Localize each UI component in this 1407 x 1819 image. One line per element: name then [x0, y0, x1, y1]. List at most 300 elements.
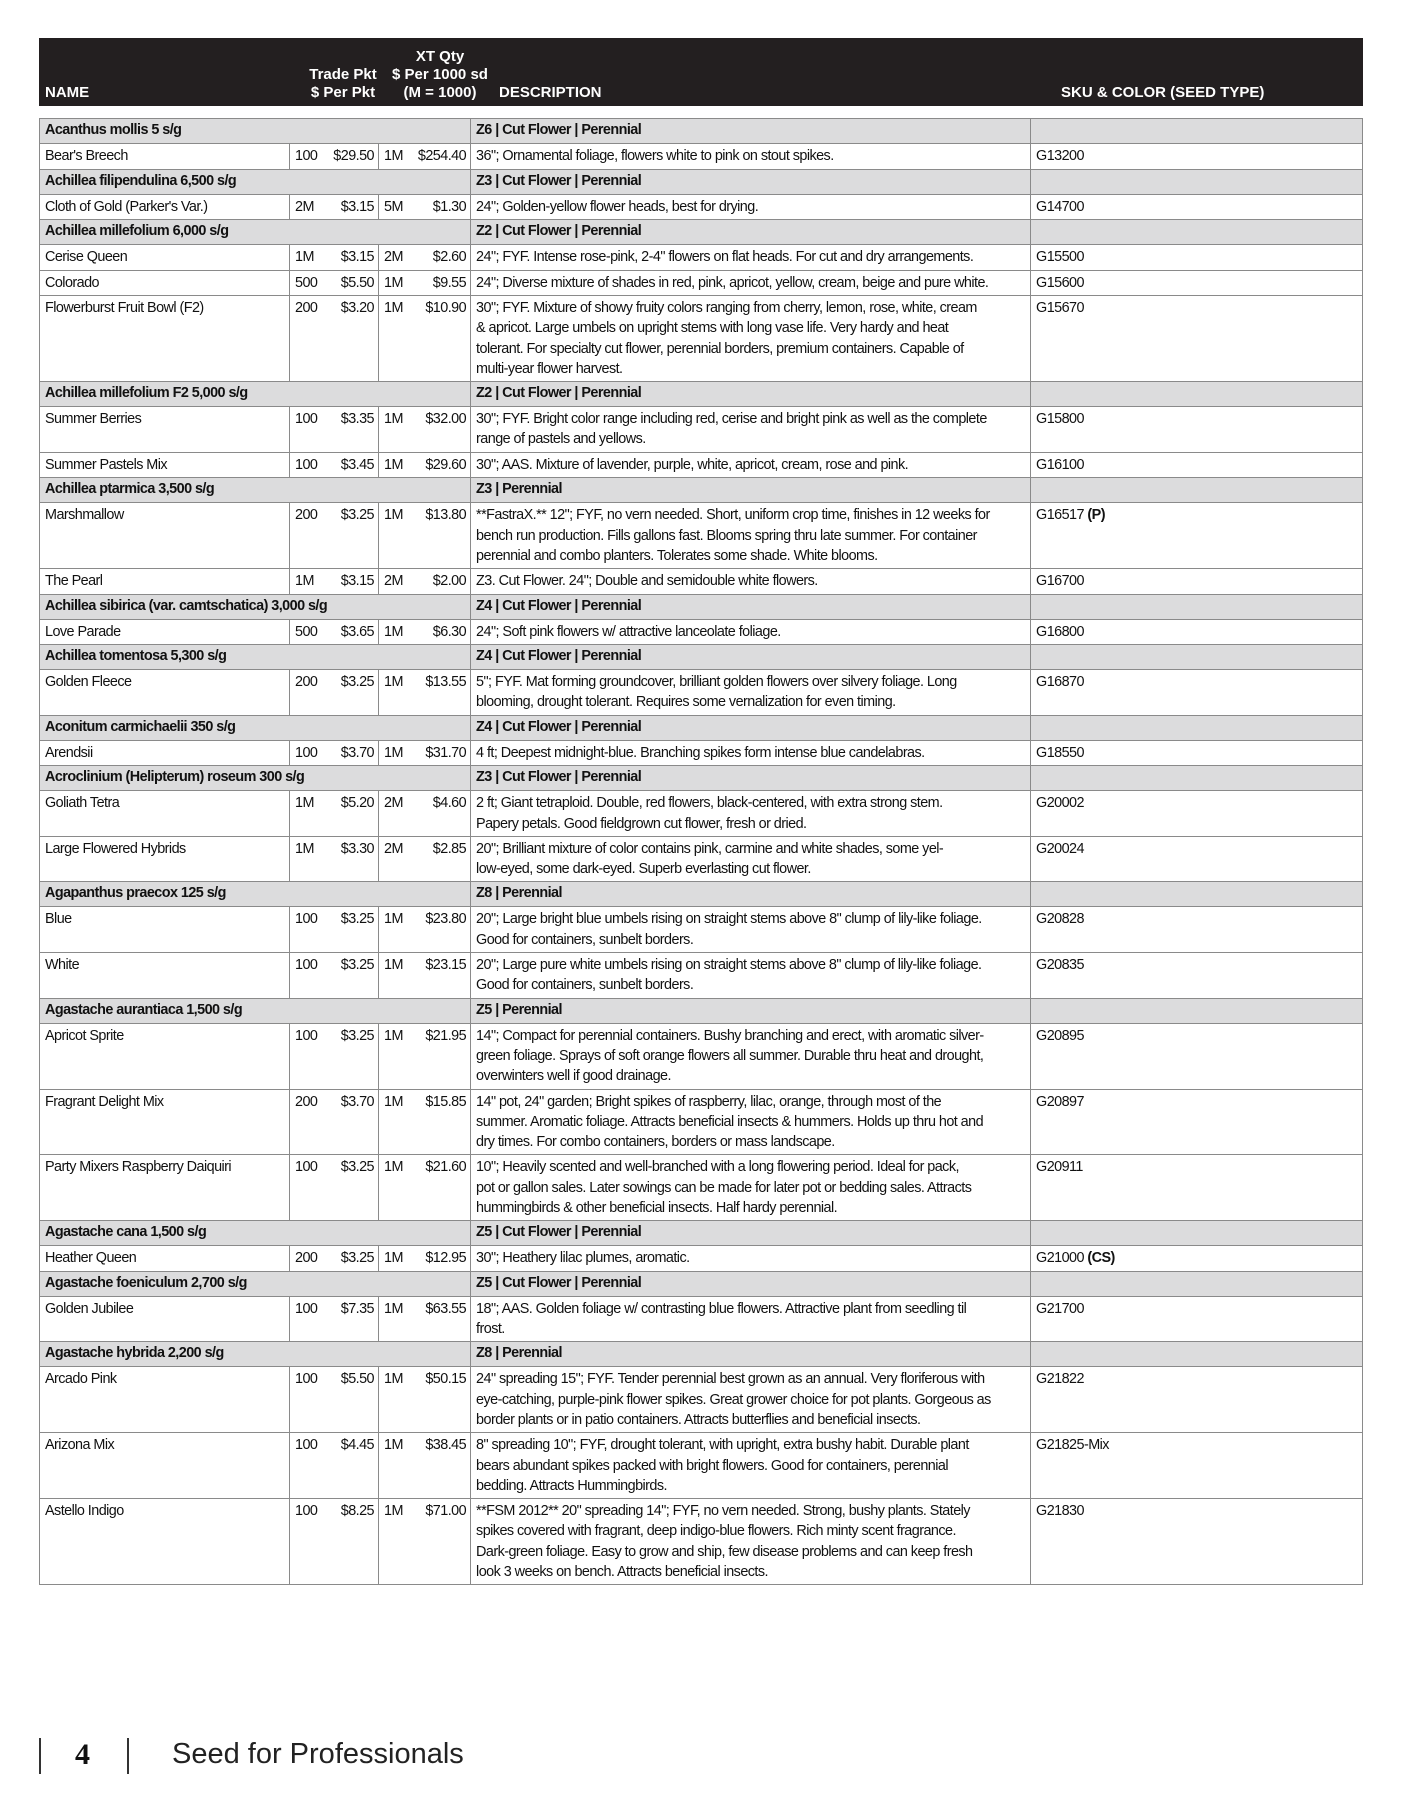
- trade-pkt-price: $3.25: [320, 907, 379, 953]
- species-header-row: [40, 594, 1363, 619]
- variety-name: Golden Jubilee: [40, 1296, 290, 1342]
- xt-price: $32.00: [412, 407, 471, 453]
- variety-row: [40, 194, 1363, 220]
- trade-pkt-qty: 200: [290, 1089, 320, 1155]
- zone-info: Z3 | Cut Flower | Perennial: [471, 169, 1031, 194]
- variety-name: Large Flowered Hybrids: [40, 836, 290, 882]
- xt-qty: 5M: [379, 194, 412, 220]
- description-line: range of pastels and yellows.: [476, 431, 646, 448]
- sku-cell: [1031, 194, 1363, 220]
- trade-pkt-price: $3.15: [320, 245, 379, 271]
- variety-description: [471, 907, 1031, 953]
- sku-code: G15670: [1036, 300, 1084, 316]
- xt-qty: 1M: [379, 740, 412, 766]
- xt-price: $13.55: [412, 670, 471, 716]
- zone-info: Z4 | Cut Flower | Perennial: [471, 645, 1031, 670]
- sku-code: G20828: [1036, 911, 1084, 928]
- species-sku-cell: [1031, 594, 1363, 619]
- trade-pkt-qty: 100: [290, 1155, 320, 1221]
- species-header-row: [40, 1271, 1363, 1296]
- description-line: pot or gallon sales. Later sowings can be made for later pot or bedding sales. Attracts: [476, 1179, 972, 1196]
- variety-name: Love Parade: [40, 619, 290, 645]
- variety-name: Summer Pastels Mix: [40, 452, 290, 478]
- description-line: 24"; Diverse mixture of shades in red, pink, apricot, yellow, cream, beige and pure white.: [476, 274, 989, 291]
- trade-pkt-qty: 100: [290, 953, 320, 999]
- variety-name: Astello Indigo: [40, 1499, 290, 1585]
- species-name: Achillea millefolium F2 5,000 s/g: [40, 382, 471, 407]
- species-header-row: [40, 998, 1363, 1023]
- trade-pkt-price: $3.20: [320, 296, 379, 382]
- variety-name: Arcado Pink: [40, 1367, 290, 1433]
- variety-row: [40, 1433, 1363, 1499]
- description-line: 24"; Soft pink flowers w/ attractive lanceolate foliage.: [476, 623, 781, 640]
- variety-row: [40, 1089, 1363, 1155]
- trade-pkt-qty: 500: [290, 270, 320, 296]
- variety-name: Heather Queen: [40, 1246, 290, 1272]
- trade-pkt-qty: 100: [290, 407, 320, 453]
- sku-code: G16800: [1036, 623, 1084, 640]
- xt-qty: 1M: [379, 1023, 412, 1089]
- description-line: 20"; Brilliant mixture of color contains pink, carmine and white shades, some yel-: [476, 840, 944, 857]
- variety-row: [40, 144, 1363, 170]
- trade-pkt-qty: 200: [290, 1246, 320, 1272]
- trade-pkt-price: $4.45: [320, 1433, 379, 1499]
- sku-code: G16700: [1036, 573, 1084, 590]
- sku-cell: [1031, 245, 1363, 271]
- species-header-row: [40, 478, 1363, 503]
- description-line: 20"; Large bright blue umbels rising on straight stems above 8" clump of lily-like foliage.: [476, 911, 982, 928]
- variety-row: [40, 1023, 1363, 1089]
- species-sku-cell: [1031, 220, 1363, 245]
- description-line: blooming, drought tolerant. Requires some vernalization for even timing.: [476, 694, 896, 711]
- sku-code: G16517: [1036, 507, 1084, 524]
- variety-name: Summer Berries: [40, 407, 290, 453]
- species-name: Acanthus mollis 5 s/g: [40, 119, 471, 144]
- variety-description: [471, 1296, 1031, 1342]
- zone-info: Z8 | Perennial: [471, 882, 1031, 907]
- sku-cell: [1031, 144, 1363, 170]
- species-name: Achillea ptarmica 3,500 s/g: [40, 478, 471, 503]
- species-sku-cell: [1031, 715, 1363, 740]
- description-line: frost.: [476, 1321, 505, 1338]
- trade-pkt-price: $3.25: [320, 670, 379, 716]
- description-line: 24"; Golden-yellow flower heads, best for drying.: [476, 198, 759, 215]
- description-line: 30"; AAS. Mixture of lavender, purple, white, apricot, cream, rose and pink.: [476, 456, 909, 473]
- description-line: summer. Aromatic foliage. Attracts beneficial insects & hummers. Holds up thru hot and: [476, 1113, 984, 1130]
- description-line: Dark-green foliage. Easy to grow and ship, few disease problems and can keep fresh: [476, 1543, 973, 1560]
- sku-cell: [1031, 836, 1363, 882]
- variety-row: [40, 836, 1363, 882]
- xt-price: $63.55: [412, 1296, 471, 1342]
- species-name: Agastache hybrida 2,200 s/g: [40, 1342, 471, 1367]
- trade-pkt-price: $7.35: [320, 1296, 379, 1342]
- description-line: overwinters well if good drainage.: [476, 1068, 671, 1085]
- description-line: 4 ft; Deepest midnight-blue. Branching spikes form intense blue candelabras.: [476, 744, 925, 761]
- variety-row: [40, 1246, 1363, 1272]
- species-name: Agastache cana 1,500 s/g: [40, 1221, 471, 1246]
- description-line: 24"; FYF. Intense rose-pink, 2-4" flowers on flat heads. For cut and dry arrangements.: [476, 249, 974, 265]
- trade-pkt-qty: 200: [290, 503, 320, 569]
- variety-row: [40, 503, 1363, 569]
- variety-description: [471, 1499, 1031, 1585]
- description-line: hummingbirds & other beneficial insects. Half hardy perennial.: [476, 1200, 838, 1217]
- variety-description: [471, 836, 1031, 882]
- description-line: bears abundant spikes packed with bright flowers. Good for containers, perennial: [476, 1457, 949, 1474]
- xt-price: $12.95: [412, 1246, 471, 1272]
- trade-pkt-qty: 100: [290, 907, 320, 953]
- zone-info: Z4 | Cut Flower | Perennial: [471, 594, 1031, 619]
- trade-pkt-price: $3.45: [320, 452, 379, 478]
- trade-pkt-price: $3.15: [320, 569, 379, 595]
- trade-pkt-qty: 100: [290, 144, 320, 170]
- description-line: 30"; Heathery lilac plumes, aromatic.: [476, 1250, 690, 1267]
- variety-description: [471, 407, 1031, 453]
- description-line: **FastraX.** 12"; FYF, no vern needed. Short, uniform crop time, finishes in 12 weeks for: [476, 507, 990, 524]
- xt-price: $2.60: [412, 245, 471, 271]
- xt-qty: 2M: [379, 791, 412, 837]
- trade-pkt-qty: 1M: [290, 245, 320, 271]
- species-name: Achillea tomentosa 5,300 s/g: [40, 645, 471, 670]
- xt-price: $1.30: [412, 194, 471, 220]
- sku-cell: [1031, 1023, 1363, 1089]
- xt-price: $15.85: [412, 1089, 471, 1155]
- species-sku-cell: [1031, 478, 1363, 503]
- sku-code: G20024: [1036, 840, 1084, 857]
- header-description: DESCRIPTION: [499, 84, 602, 101]
- variety-name: Apricot Sprite: [40, 1023, 290, 1089]
- variety-row: [40, 245, 1363, 271]
- variety-description: [471, 296, 1031, 382]
- xt-qty: 1M: [379, 1246, 412, 1272]
- page-number: 4: [75, 1738, 90, 1771]
- sku-code: G18550: [1036, 744, 1084, 761]
- description-line: low-eyed, some dark-eyed. Superb everlasting cut flower.: [476, 861, 811, 878]
- variety-row: [40, 1296, 1363, 1342]
- header-name: NAME: [45, 84, 90, 101]
- xt-price: $31.70: [412, 740, 471, 766]
- catalog-title: Seed for Professionals: [172, 1738, 464, 1770]
- trade-pkt-price: $5.50: [320, 1367, 379, 1433]
- xt-qty: 2M: [379, 569, 412, 595]
- xt-price: $29.60: [412, 452, 471, 478]
- trade-pkt-price: $3.35: [320, 407, 379, 453]
- sku-cell: [1031, 791, 1363, 837]
- sku-code: G21830: [1036, 1503, 1084, 1520]
- sku-cell: [1031, 452, 1363, 478]
- variety-row: [40, 953, 1363, 999]
- footer-divider: [127, 1738, 129, 1774]
- description-line: look 3 weeks on bench. Attracts beneficial insects.: [476, 1564, 768, 1581]
- xt-qty: 1M: [379, 953, 412, 999]
- zone-info: Z5 | Cut Flower | Perennial: [471, 1271, 1031, 1296]
- species-sku-cell: [1031, 382, 1363, 407]
- variety-row: [40, 907, 1363, 953]
- xt-qty: 1M: [379, 907, 412, 953]
- xt-qty: 1M: [379, 452, 412, 478]
- variety-row: [40, 1499, 1363, 1585]
- species-sku-cell: [1031, 766, 1363, 791]
- species-header-row: [40, 1342, 1363, 1367]
- description-line: & apricot. Large umbels on upright stems with long vase life. Very hardy and heat: [476, 320, 949, 337]
- trade-pkt-qty: 1M: [290, 569, 320, 595]
- trade-pkt-price: $5.20: [320, 791, 379, 837]
- variety-name: Arizona Mix: [40, 1433, 290, 1499]
- variety-name: The Pearl: [40, 569, 290, 595]
- description-line: 14" pot, 24" garden; Bright spikes of raspberry, lilac, orange, through most of the: [476, 1093, 942, 1110]
- trade-pkt-qty: 100: [290, 1433, 320, 1499]
- trade-pkt-qty: 100: [290, 1296, 320, 1342]
- sku-code: G21000: [1036, 1250, 1084, 1267]
- variety-row: [40, 670, 1363, 716]
- description-line: dry times. For combo containers, borders or mass landscape.: [476, 1134, 835, 1151]
- variety-description: [471, 503, 1031, 569]
- variety-description: [471, 1433, 1031, 1499]
- variety-name: Marshmallow: [40, 503, 290, 569]
- trade-pkt-qty: 200: [290, 296, 320, 382]
- trade-pkt-qty: 2M: [290, 194, 320, 220]
- zone-info: Z8 | Perennial: [471, 1342, 1031, 1367]
- variety-name: Party Mixers Raspberry Daiquiri: [40, 1155, 290, 1221]
- zone-info: Z2 | Cut Flower | Perennial: [471, 220, 1031, 245]
- sku-cell: [1031, 1246, 1363, 1272]
- xt-qty: 1M: [379, 670, 412, 716]
- sku-code: G21825-Mix: [1036, 1437, 1109, 1454]
- xt-qty: 1M: [379, 503, 412, 569]
- species-header-row: [40, 882, 1363, 907]
- xt-price: $6.30: [412, 619, 471, 645]
- variety-name: Blue: [40, 907, 290, 953]
- species-name: Achillea sibirica (var. camtschatica) 3,000 s/g: [40, 594, 471, 619]
- xt-price: $21.60: [412, 1155, 471, 1221]
- sku-cell: [1031, 1155, 1363, 1221]
- xt-price: $4.60: [412, 791, 471, 837]
- xt-qty: 1M: [379, 1433, 412, 1499]
- sku-cell: [1031, 503, 1363, 569]
- zone-info: Z2 | Cut Flower | Perennial: [471, 382, 1031, 407]
- description-line: 24" spreading 15"; FYF. Tender perennial best grown as an annual. Very floriferous with: [476, 1371, 985, 1388]
- description-line: perennial and combo planters. Tolerates some shade. White blooms.: [476, 547, 878, 564]
- sku-cell: [1031, 953, 1363, 999]
- variety-name: Cloth of Gold (Parker's Var.): [40, 194, 290, 220]
- sku-cell: [1031, 407, 1363, 453]
- variety-description: [471, 194, 1031, 220]
- sku-code: G20895: [1036, 1027, 1084, 1044]
- sku-code: G15800: [1036, 411, 1084, 428]
- sku-cell: [1031, 740, 1363, 766]
- zone-info: Z5 | Perennial: [471, 998, 1031, 1023]
- trade-pkt-qty: 200: [290, 670, 320, 716]
- description-line: 10"; Heavily scented and well-branched with a long flowering period. Ideal for pack,: [476, 1159, 959, 1176]
- sku-code: G13200: [1036, 148, 1084, 164]
- seed-type: (P): [1087, 507, 1105, 524]
- variety-description: [471, 1155, 1031, 1221]
- species-sku-cell: [1031, 1271, 1363, 1296]
- sku-cell: [1031, 907, 1363, 953]
- sku-code: G14700: [1036, 198, 1084, 215]
- sku-cell: [1031, 270, 1363, 296]
- description-line: spikes covered with fragrant, deep indigo-blue flowers. Rich minty scent fragrance.: [476, 1523, 956, 1540]
- description-line: 8" spreading 10"; FYF, drought tolerant, with upright, extra bushy habit. Durable plant: [476, 1437, 969, 1454]
- xt-price: $2.85: [412, 836, 471, 882]
- sku-code: G15500: [1036, 249, 1084, 265]
- variety-name: Fragrant Delight Mix: [40, 1089, 290, 1155]
- xt-qty: 1M: [379, 1155, 412, 1221]
- species-sku-cell: [1031, 169, 1363, 194]
- header-sku: SKU & COLOR (SEED TYPE): [1061, 84, 1265, 101]
- zone-info: Z4 | Cut Flower | Perennial: [471, 715, 1031, 740]
- variety-description: [471, 452, 1031, 478]
- species-header-row: [40, 119, 1363, 144]
- sku-code: G20835: [1036, 957, 1084, 974]
- footer-divider: [39, 1738, 41, 1774]
- trade-pkt-price: $5.50: [320, 270, 379, 296]
- seed-type: (CS): [1087, 1250, 1115, 1267]
- trade-pkt-price: $3.25: [320, 953, 379, 999]
- sku-code: G16100: [1036, 456, 1084, 473]
- description-line: 18"; AAS. Golden foliage w/ contrasting blue flowers. Attractive plant from seedling til: [476, 1300, 967, 1317]
- species-name: Agastache aurantiaca 1,500 s/g: [40, 998, 471, 1023]
- variety-description: [471, 1367, 1031, 1433]
- xt-qty: 1M: [379, 1296, 412, 1342]
- species-sku-cell: [1031, 882, 1363, 907]
- species-header-row: [40, 382, 1363, 407]
- trade-pkt-price: $8.25: [320, 1499, 379, 1585]
- sku-cell: [1031, 619, 1363, 645]
- variety-name: Flowerburst Fruit Bowl (F2): [40, 296, 290, 382]
- description-line: Z3. Cut Flower. 24"; Double and semidouble white flowers.: [476, 573, 818, 590]
- table-header: [39, 38, 1363, 106]
- page-footer: [39, 1736, 639, 1776]
- species-name: Agastache foeniculum 2,700 s/g: [40, 1271, 471, 1296]
- species-sku-cell: [1031, 1221, 1363, 1246]
- description-line: Good for containers, sunbelt borders.: [476, 931, 694, 948]
- variety-row: [40, 569, 1363, 595]
- variety-row: [40, 740, 1363, 766]
- xt-price: $23.80: [412, 907, 471, 953]
- variety-description: [471, 791, 1031, 837]
- description-line: 14"; Compact for perennial containers. Bushy branching and erect, with aromatic silver-: [476, 1027, 984, 1044]
- species-header-row: [40, 169, 1363, 194]
- trade-pkt-qty: 100: [290, 1499, 320, 1585]
- sku-cell: [1031, 1367, 1363, 1433]
- variety-description: [471, 270, 1031, 296]
- variety-row: [40, 1367, 1363, 1433]
- description-line: Papery petals. Good fieldgrown cut flower, fresh or dried.: [476, 815, 807, 832]
- species-header-row: [40, 766, 1363, 791]
- description-line: green foliage. Sprays of soft orange flowers all summer. Durable thru heat and drought,: [476, 1047, 984, 1064]
- trade-pkt-qty: 100: [290, 1367, 320, 1433]
- trade-pkt-price: $3.25: [320, 503, 379, 569]
- sku-cell: [1031, 1296, 1363, 1342]
- description-line: bedding. Attracts Hummingbirds.: [476, 1477, 667, 1494]
- xt-price: $38.45: [412, 1433, 471, 1499]
- sku-code: G20911: [1036, 1159, 1083, 1176]
- description-line: multi-year flower harvest.: [476, 360, 623, 377]
- variety-row: [40, 296, 1363, 382]
- xt-qty: 1M: [379, 1367, 412, 1433]
- header-xt-qty: XT Qty $ Per 1000 sd (M = 1000): [392, 48, 488, 101]
- xt-price: $13.80: [412, 503, 471, 569]
- variety-description: [471, 1089, 1031, 1155]
- sku-code: G20002: [1036, 795, 1084, 812]
- trade-pkt-qty: 100: [290, 740, 320, 766]
- species-sku-cell: [1031, 645, 1363, 670]
- xt-price: $2.00: [412, 569, 471, 595]
- sku-cell: [1031, 296, 1363, 382]
- species-header-row: [40, 715, 1363, 740]
- trade-pkt-qty: 1M: [290, 836, 320, 882]
- trade-pkt-qty: 100: [290, 452, 320, 478]
- variety-description: [471, 1246, 1031, 1272]
- trade-pkt-price: $3.70: [320, 1089, 379, 1155]
- description-line: bench run production. Fills gallons fast. Blooms spring thru late summer. For container: [476, 527, 977, 544]
- trade-pkt-price: $3.25: [320, 1155, 379, 1221]
- species-sku-cell: [1031, 119, 1363, 144]
- variety-description: [471, 740, 1031, 766]
- catalog-table: [39, 118, 1363, 1585]
- species-header-row: [40, 1221, 1363, 1246]
- species-header-row: [40, 645, 1363, 670]
- sku-code: G21822: [1036, 1371, 1084, 1388]
- description-line: tolerant. For specialty cut flower, perennial borders, premium containers. Capable of: [476, 340, 964, 357]
- species-header-row: [40, 220, 1363, 245]
- variety-name: Cerise Queen: [40, 245, 290, 271]
- trade-pkt-price: $3.65: [320, 619, 379, 645]
- trade-pkt-qty: 500: [290, 619, 320, 645]
- description-line: **FSM 2012** 20" spreading 14"; FYF, no vern needed. Strong, bushy plants. Stately: [476, 1503, 970, 1520]
- description-line: 2 ft; Giant tetraploid. Double, red flowers, black-centered, with extra strong stem.: [476, 795, 943, 812]
- variety-description: [471, 953, 1031, 999]
- variety-row: [40, 791, 1363, 837]
- trade-pkt-price: $3.25: [320, 1246, 379, 1272]
- description-line: 20"; Large pure white umbels rising on straight stems above 8" clump of lily-like foliage.: [476, 957, 982, 974]
- xt-qty: 1M: [379, 270, 412, 296]
- species-sku-cell: [1031, 1342, 1363, 1367]
- xt-qty: 1M: [379, 1499, 412, 1585]
- description-line: border plants or in patio containers. Attracts butterflies and beneficial insects.: [476, 1412, 921, 1428]
- variety-description: [471, 619, 1031, 645]
- species-name: Agapanthus praecox 125 s/g: [40, 882, 471, 907]
- variety-row: [40, 1155, 1363, 1221]
- zone-info: Z6 | Cut Flower | Perennial: [471, 119, 1031, 144]
- xt-qty: 1M: [379, 1089, 412, 1155]
- zone-info: Z3 | Perennial: [471, 478, 1031, 503]
- xt-price: $10.90: [412, 296, 471, 382]
- xt-price: $71.00: [412, 1499, 471, 1585]
- trade-pkt-price: $3.70: [320, 740, 379, 766]
- description-line: 5"; FYF. Mat forming groundcover, brilliant golden flowers over silvery foliage. Long: [476, 674, 957, 691]
- sku-code: G21700: [1036, 1300, 1084, 1317]
- variety-row: [40, 270, 1363, 296]
- xt-price: $254.40: [412, 144, 471, 170]
- catalog-body: [40, 119, 1363, 1585]
- sku-cell: [1031, 569, 1363, 595]
- species-name: Acroclinium (Helipterum) roseum 300 s/g: [40, 766, 471, 791]
- zone-info: Z3 | Cut Flower | Perennial: [471, 766, 1031, 791]
- variety-name: Colorado: [40, 270, 290, 296]
- catalog-sheet: [39, 38, 1363, 1585]
- description-line: 30"; FYF. Mixture of showy fruity colors ranging from cherry, lemon, rose, white, cream: [476, 300, 977, 316]
- sku-cell: [1031, 670, 1363, 716]
- variety-row: [40, 619, 1363, 645]
- variety-name: Goliath Tetra: [40, 791, 290, 837]
- description-line: Good for containers, sunbelt borders.: [476, 977, 694, 994]
- description-line: eye-catching, purple-pink flower spikes. Great grower choice for pot plants. Gorgeous as: [476, 1391, 991, 1408]
- species-name: Achillea millefolium 6,000 s/g: [40, 220, 471, 245]
- variety-name: Bear's Breech: [40, 144, 290, 170]
- xt-price: $9.55: [412, 270, 471, 296]
- variety-description: [471, 1023, 1031, 1089]
